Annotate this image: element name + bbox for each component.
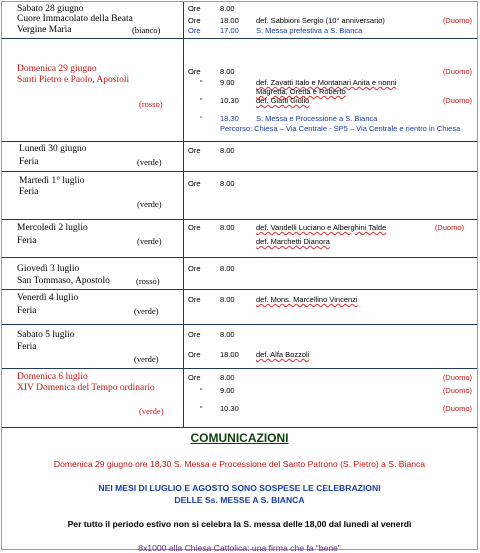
day-name: Giovedì 3 luglio xyxy=(17,264,80,274)
communication-line: 8x1000 alla Chiesa Cattolica: una firma che fa “bene” xyxy=(138,543,341,553)
day-row xyxy=(2,258,477,290)
service-line: def. Marchetti Dianora xyxy=(256,237,330,246)
day-desc: Cuore Immacolato della Beata xyxy=(17,14,133,24)
day-name: Sabato 28 giugno xyxy=(17,4,84,14)
service-line: Ore 8.00 def. Vandelli Luciano e Alberghini Talde (Duomo) xyxy=(188,223,464,232)
communication-line: Per tutto il periodo estivo non si celebra la S. messa delle 18,00 dal lunedì al venerdì xyxy=(67,519,412,529)
liturgical-color: (bianco) xyxy=(132,25,161,35)
service-line: Ore 8.00 (Duomo) xyxy=(188,67,472,76)
day-row xyxy=(2,2,477,39)
service-line: Ore 8.00 xyxy=(188,4,235,13)
liturgical-color: (verde) xyxy=(134,354,159,364)
day-desc: San Tommaso, Apostolo xyxy=(17,276,110,286)
day-row xyxy=(2,369,477,428)
day-name: Martedì 1° luglio xyxy=(19,176,85,186)
liturgical-color: (rosso) xyxy=(139,99,163,109)
day-desc: Feria xyxy=(19,187,39,197)
service-line: “ 10.30 (Duomo) xyxy=(200,404,472,413)
liturgical-color: (verde) xyxy=(139,406,164,416)
day-name: Lunedì 30 giugno xyxy=(19,144,87,154)
day-desc: Feria xyxy=(19,157,39,167)
service-line: Ore 8.00 xyxy=(188,330,235,339)
communications-title: COMUNICAZIONI xyxy=(190,431,289,445)
service-line: Ore 8.00 xyxy=(188,146,235,155)
service-line: “ 9.00 (Duomo) xyxy=(200,386,472,395)
service-line: Ore 8.00 (Duomo) xyxy=(188,373,472,382)
day-row xyxy=(2,290,477,325)
liturgical-color: (verde) xyxy=(137,236,162,246)
day-desc: XIV Domenica del Tempo ordinario xyxy=(17,383,155,393)
service-line: “ 10.30 def. Giatti Giulio (Duomo) xyxy=(200,96,472,105)
liturgical-color: (verde) xyxy=(137,199,162,209)
day-name: Sabato 5 luglio xyxy=(17,330,75,340)
day-name: Domenica 29 giugno xyxy=(17,64,97,74)
service-line: “ 18.30 S. Messa e Processione a S. Bianca xyxy=(200,114,378,123)
liturgical-color: (verde) xyxy=(137,157,162,167)
service-line: Ore 18.00 def. Sabbioni Sergio (10° anniversario) (Duomo) xyxy=(188,16,472,25)
service-line: Ore 8.00 xyxy=(188,179,235,188)
service-line: Ore 17.00 S. Messa prefestiva a S. Bianca xyxy=(188,26,363,35)
day-row xyxy=(2,172,477,220)
service-line: Ore 8.00 xyxy=(188,264,235,273)
communication-line: NEI MESI DI LUGLIO E AGOSTO SONO SOSPESE LE CELEBRAZIONI xyxy=(98,483,381,493)
liturgical-color: (rosso) xyxy=(136,276,160,286)
day-desc: Vergine Maria xyxy=(17,25,72,35)
communications-section xyxy=(2,428,477,551)
day-row xyxy=(2,325,477,369)
day-desc: Feria xyxy=(17,342,37,352)
day-name: Venerdì 4 luglio xyxy=(17,293,79,303)
liturgical-color: (verde) xyxy=(134,306,159,316)
day-row: Domenica 29 giugno Santi Pietro e Paolo, Apostoli (rosso) Ore 8.00 (Duomo) “ 9.00 def. Zavatti Italo e Montanari Anita e nonni Magretta, Oretta e Roberto “ 10.30 def. Giatti Giulio (Duomo) “ 18.30 S. Messa e Processione a S. Bianca Percorso: Chiesa – Via Centrale - SP5 – Via Centrale e rientro in Chiesa xyxy=(2,39,477,142)
service-line: Magretta, Oretta e Roberto xyxy=(256,87,346,96)
communication-line: Domenica 29 giugno ore 18,30 S. Messa e Processione del Santo Patrono (S. Pietro) a S. Bianca xyxy=(53,459,426,469)
communication-line: DELLE Ss. MESSE A S. BIANCA xyxy=(174,495,305,505)
day-row xyxy=(2,220,477,258)
service-line: “ 9.00 def. Zavatti Italo e Montanari Anita e nonni xyxy=(200,78,397,87)
service-line: Ore 8.00 def. Mons. Marcellino Vincenzi xyxy=(188,295,358,304)
day-name: Domenica 6 luglio xyxy=(17,372,88,382)
service-line: Ore 18.00 def. Alfa Bozzoli xyxy=(188,350,310,359)
day-desc: Feria xyxy=(17,306,37,316)
day-desc: Santi Pietro e Paolo, Apostoli xyxy=(17,75,130,85)
day-row xyxy=(2,142,477,172)
day-name: Mercoledì 2 luglio xyxy=(17,223,88,233)
weekly-schedule-sheet xyxy=(1,1,478,553)
day-desc: Feria xyxy=(17,236,37,246)
